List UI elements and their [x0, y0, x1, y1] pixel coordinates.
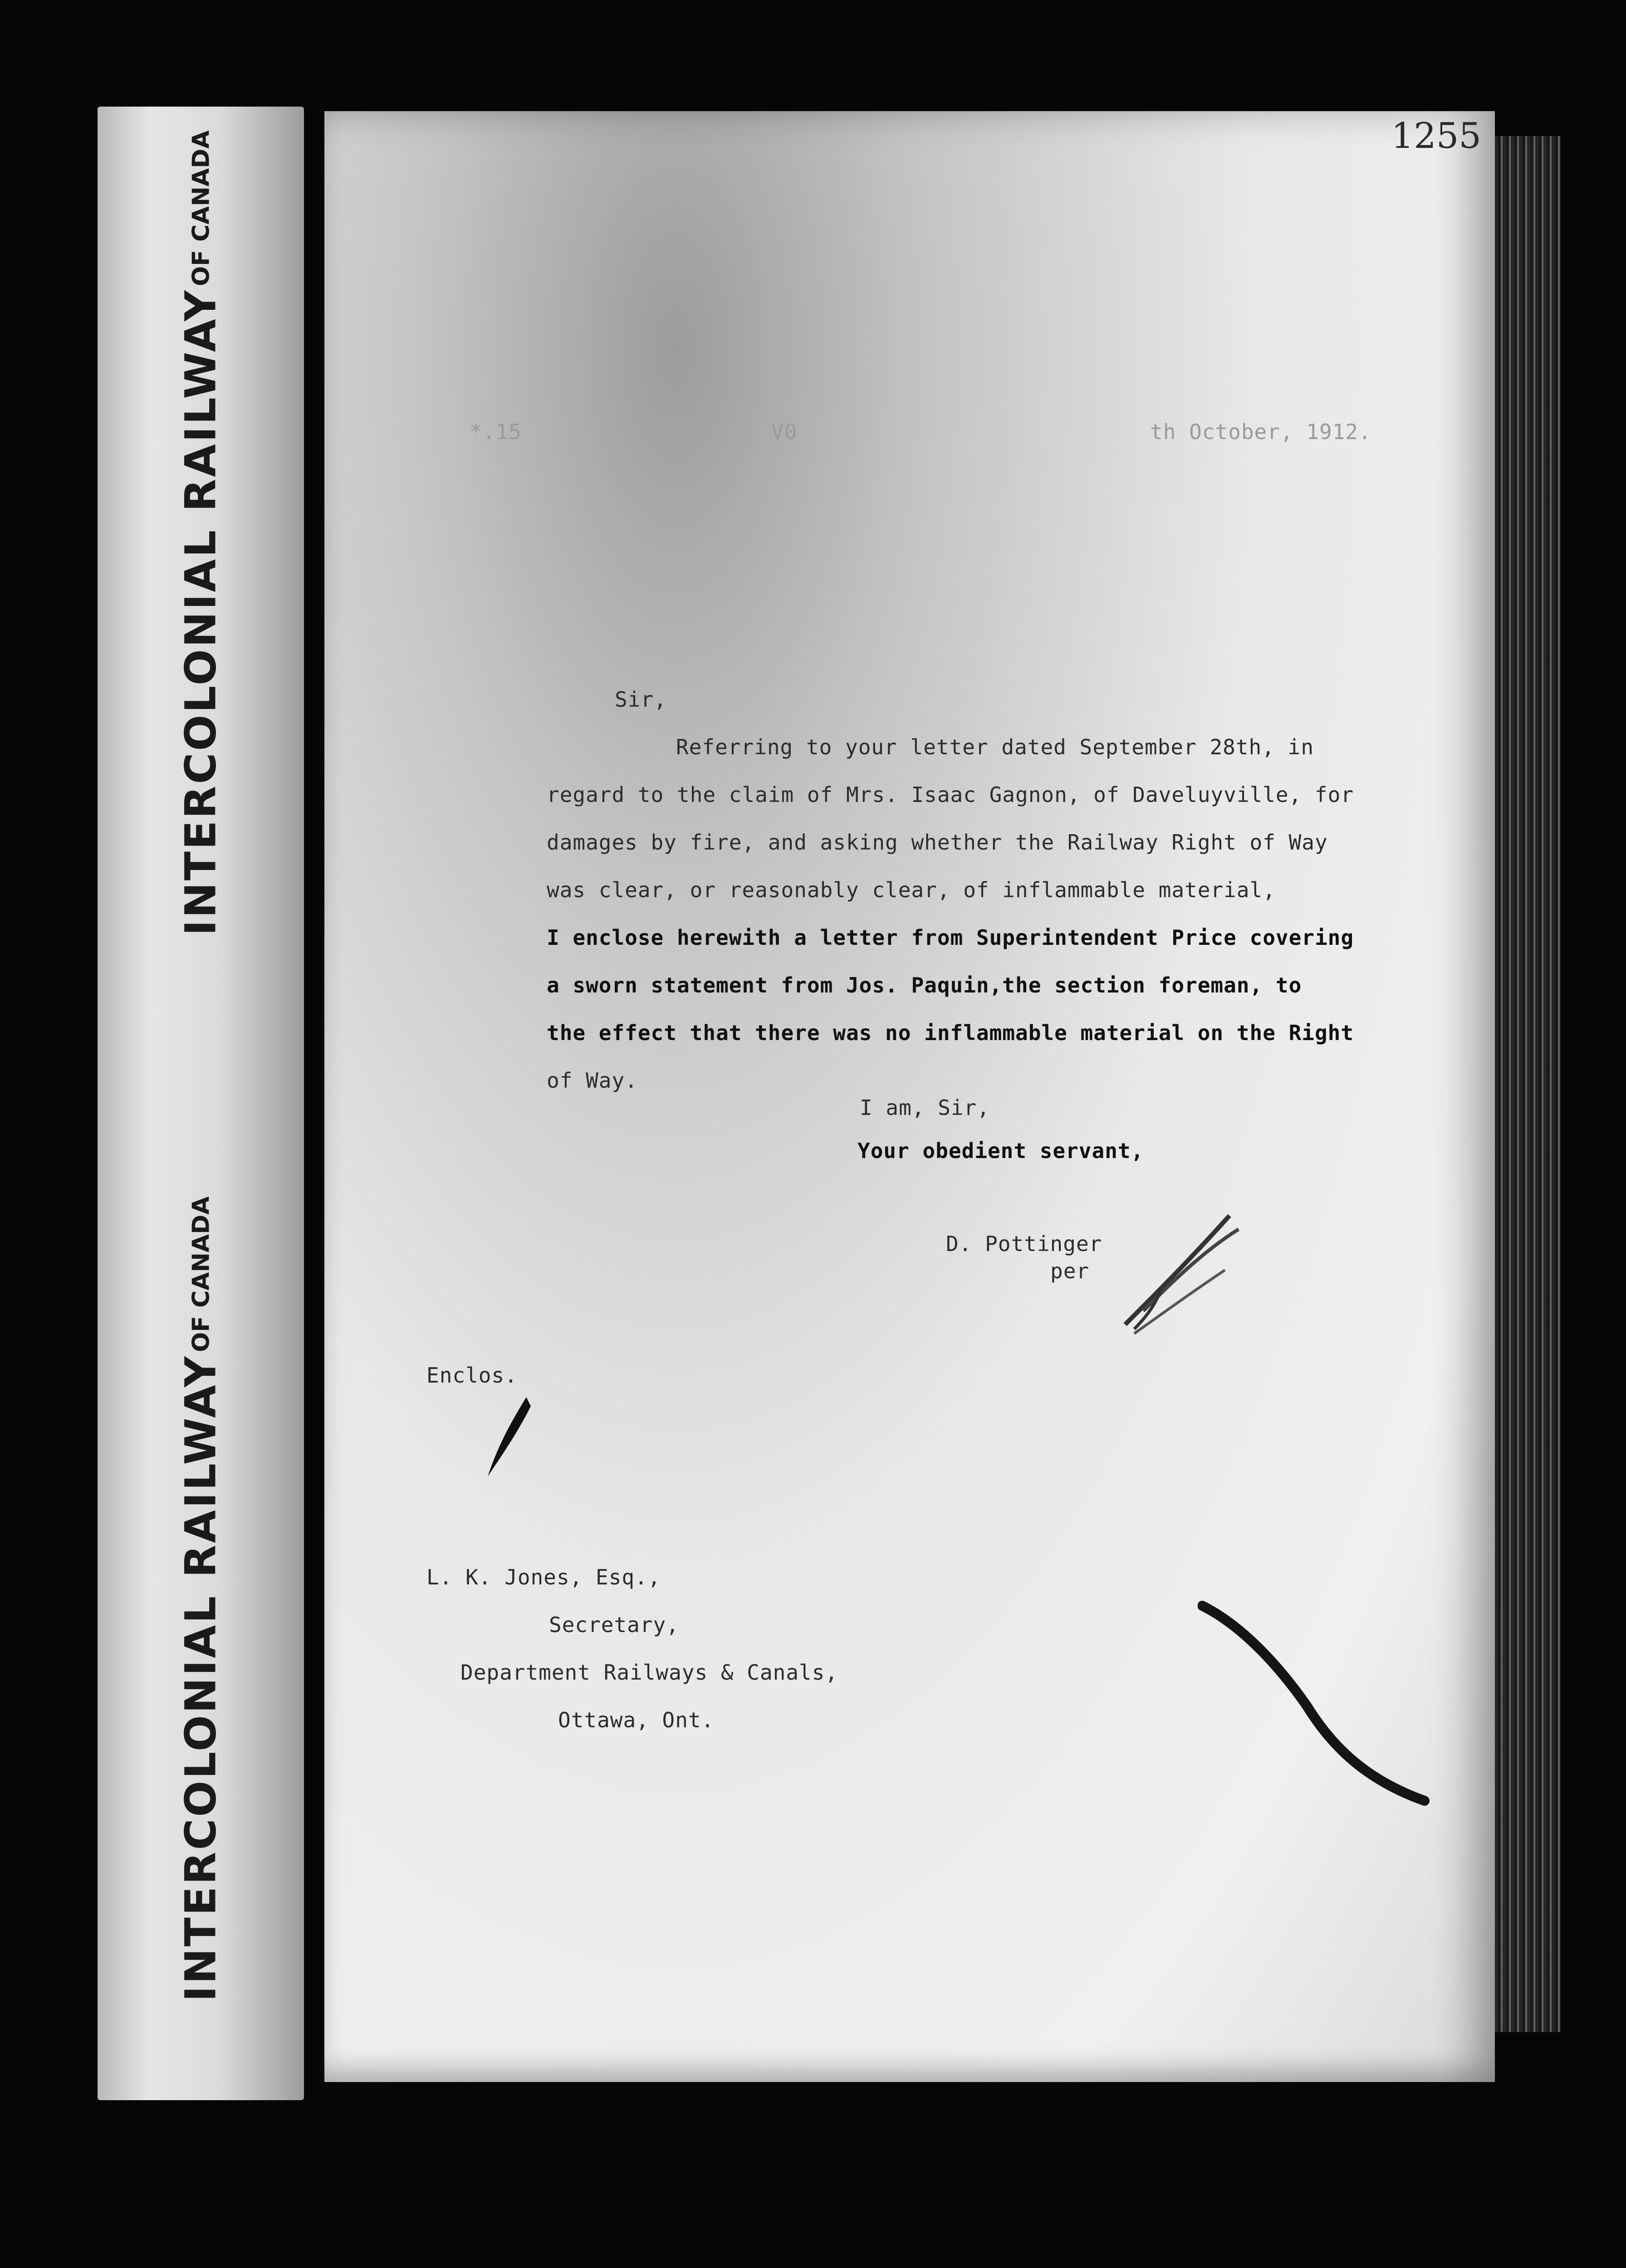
- salutation: Sir,: [615, 687, 667, 712]
- spine-title-upper: INTERCOLONIAL RAILWAY: [176, 288, 225, 936]
- body-line-7: the effect that there was no inflammable material on the Right: [547, 1021, 1354, 1045]
- addressee-line-1: L. K. Jones, Esq.,: [426, 1565, 661, 1589]
- ledger-spine: [98, 107, 304, 2100]
- spine-title-lower: INTERCOLONIAL RAILWAY: [176, 1354, 225, 2002]
- ink-mark: [1198, 1597, 1434, 1810]
- addressee-line-3: Department Railways & Canals,: [460, 1660, 838, 1685]
- signature-name: D. Pottinger: [946, 1232, 1102, 1256]
- addressee-line-4: Ottawa, Ont.: [558, 1708, 715, 1732]
- body-line-5: I enclose herewith a letter from Superintendent Price covering: [547, 925, 1354, 950]
- body-line-4: was clear, or reasonably clear, of inflammable material,: [547, 878, 1276, 902]
- header-code: V0: [771, 420, 798, 444]
- header-date: th October, 1912.: [1150, 420, 1371, 444]
- body-line-1: Referring to your letter dated September 28th, in: [676, 735, 1314, 759]
- closing-1: I am, Sir,: [860, 1095, 990, 1120]
- spine-label-upper: [98, 130, 304, 936]
- enclosure-note: Enclos.: [426, 1363, 518, 1388]
- body-line-2: regard to the claim of Mrs. Isaac Gagnon, of Daveluyville, for: [547, 782, 1354, 807]
- spine-label-lower: [98, 1196, 304, 2002]
- header-reference: *.15: [470, 420, 522, 444]
- body-line-3: damages by fire, and asking whether the Railway Right of Way: [547, 830, 1328, 855]
- addressee-line-2: Secretary,: [549, 1613, 679, 1637]
- spine-subtitle-lower: OF CANADA: [187, 1196, 215, 1352]
- handwritten-signature: [1116, 1198, 1252, 1343]
- body-line-6: a sworn statement from Jos. Paquin,the section foreman, to: [547, 973, 1302, 997]
- folio-number: 1255: [1391, 116, 1481, 156]
- spine-subtitle-upper: OF CANADA: [187, 130, 215, 286]
- closing-2: Your obedient servant,: [857, 1139, 1144, 1163]
- ink-mark: [481, 1393, 535, 1483]
- body-line-8: of Way.: [547, 1068, 638, 1093]
- signature-per: per: [1050, 1259, 1090, 1283]
